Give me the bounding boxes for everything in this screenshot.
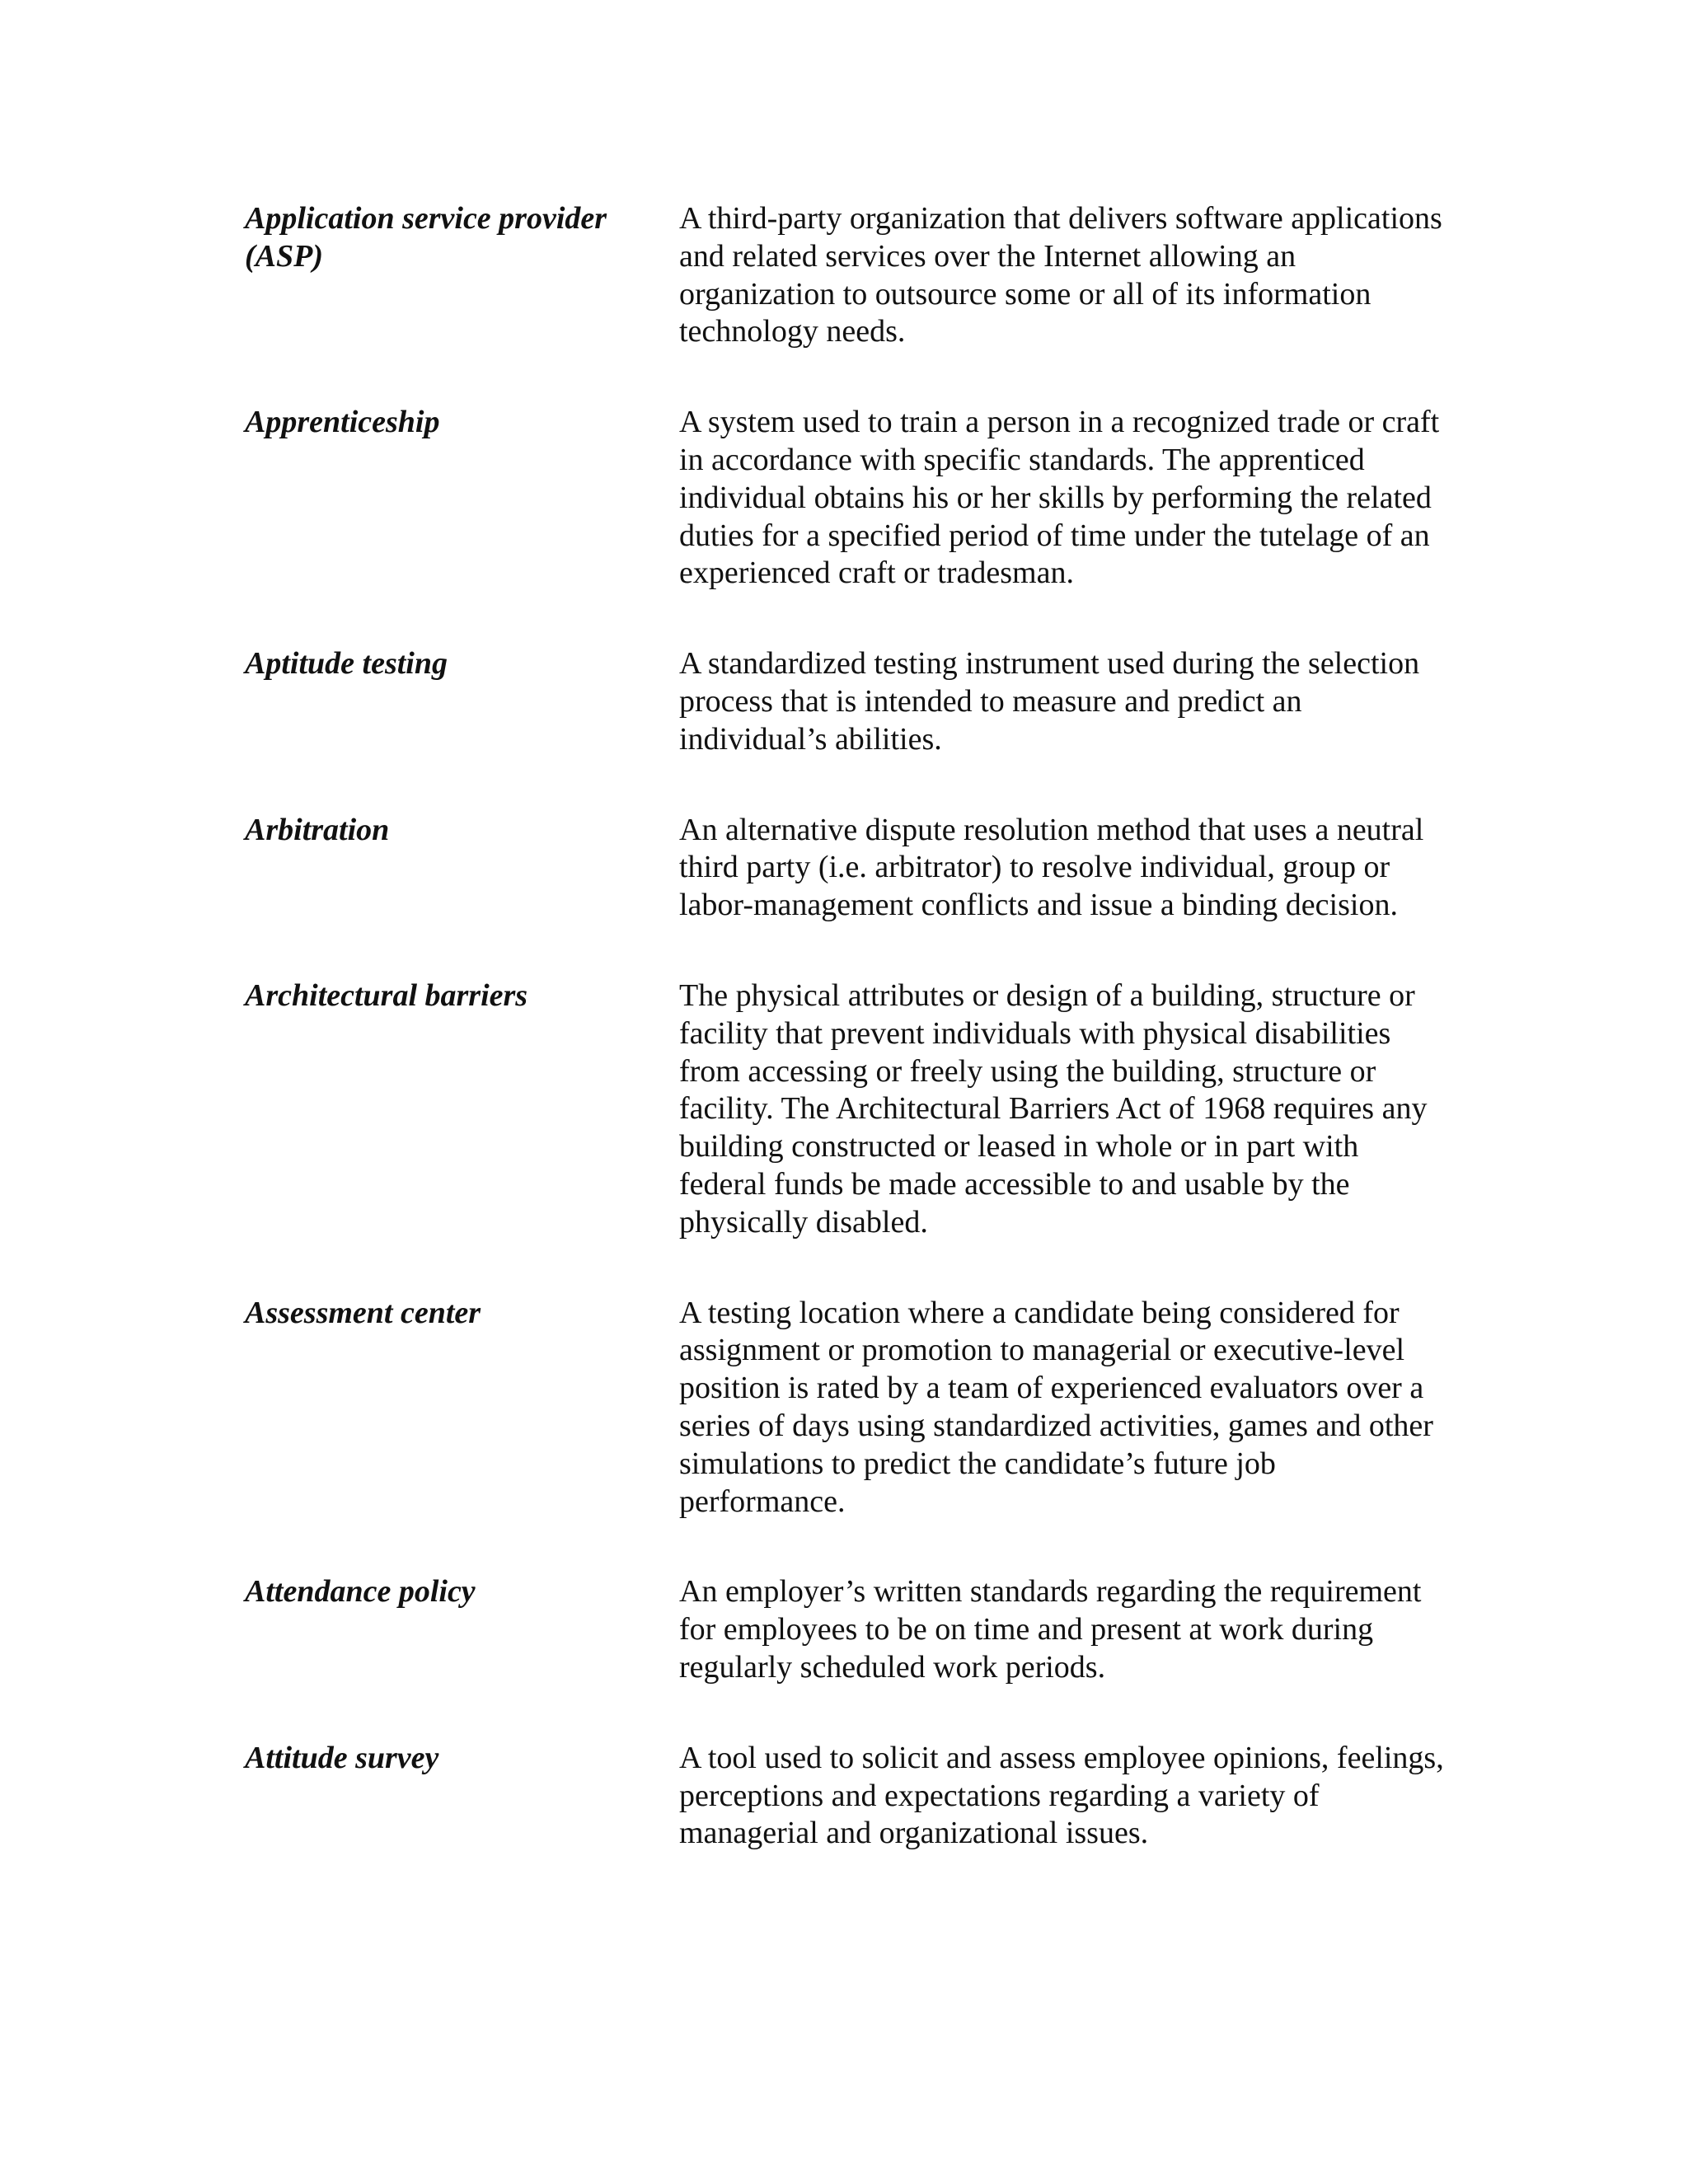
glossary-entry-architectural-barriers (245, 977, 1448, 1242)
glossary-definition: A testing location where a candidate being considered for assignment or promotion to managerial or executive-level position is rated by a team of experienced evaluators over a series of days using standardized activities, games and other simulations to predict the candidate’s future job performance. (679, 1295, 1433, 1519)
glossary-term: Architectural barriers (245, 977, 528, 1013)
glossary-term: Assessment center (245, 1295, 481, 1330)
glossary-definition: An alternative dispute resolution method that uses a neutral third party (i.e. arbitrator) to resolve individual, group or labor-management conflicts and issue a binding decision. (679, 812, 1424, 923)
glossary-entry-aptitude-testing (245, 645, 1448, 758)
glossary-term: Attitude survey (245, 1740, 439, 1775)
glossary-entry-assessment-center (245, 1295, 1448, 1521)
glossary-definition: A third-party organization that delivers software applications and related services over the Internet allowing an organization to outsource some or all of its information technology needs. (679, 201, 1442, 349)
glossary-definition: An employer’s written standards regarding the requirement for employees to be on time and present at work during regularly scheduled work periods. (679, 1574, 1422, 1685)
glossary-entry-arbitration (245, 812, 1448, 925)
glossary-definition: The physical attributes or design of a building, structure or facility that prevent individuals with physical disabilities from accessing or freely using the building, structure or facility. The Architectural Barriers Act of 1968 requires any building constructed or leased in whole or in part with federal funds be made accessible to and usable by the physically disabled. (679, 977, 1428, 1240)
glossary-term: Apprenticeship (245, 405, 440, 440)
glossary-entry-attendance-policy (245, 1573, 1448, 1686)
glossary-entry-attitude-survey (245, 1740, 1448, 1853)
glossary-term: Attendance policy (245, 1574, 476, 1610)
glossary-entry-apprenticeship (245, 404, 1448, 593)
glossary-entry-application-service-provider (245, 200, 1448, 351)
glossary-term: Aptitude testing (245, 646, 448, 682)
glossary-list (245, 200, 1448, 1905)
glossary-definition: A tool used to solicit and assess employee opinions, feelings, perceptions and expectations regarding a variety of managerial and organizational issues. (679, 1740, 1444, 1851)
glossary-definition: A system used to train a person in a recognized trade or craft in accordance with specific standards. The apprenticed individual obtains his or her skills by performing the related duties for a specified period of time under the tutelage of an experienced craft or tradesman. (679, 405, 1440, 591)
glossary-definition: A standardized testing instrument used during the selection process that is intended to measure and predict an individual’s abilities. (679, 646, 1420, 757)
glossary-term: Application service provider (ASP) (245, 201, 607, 274)
glossary-term: Arbitration (245, 812, 390, 847)
